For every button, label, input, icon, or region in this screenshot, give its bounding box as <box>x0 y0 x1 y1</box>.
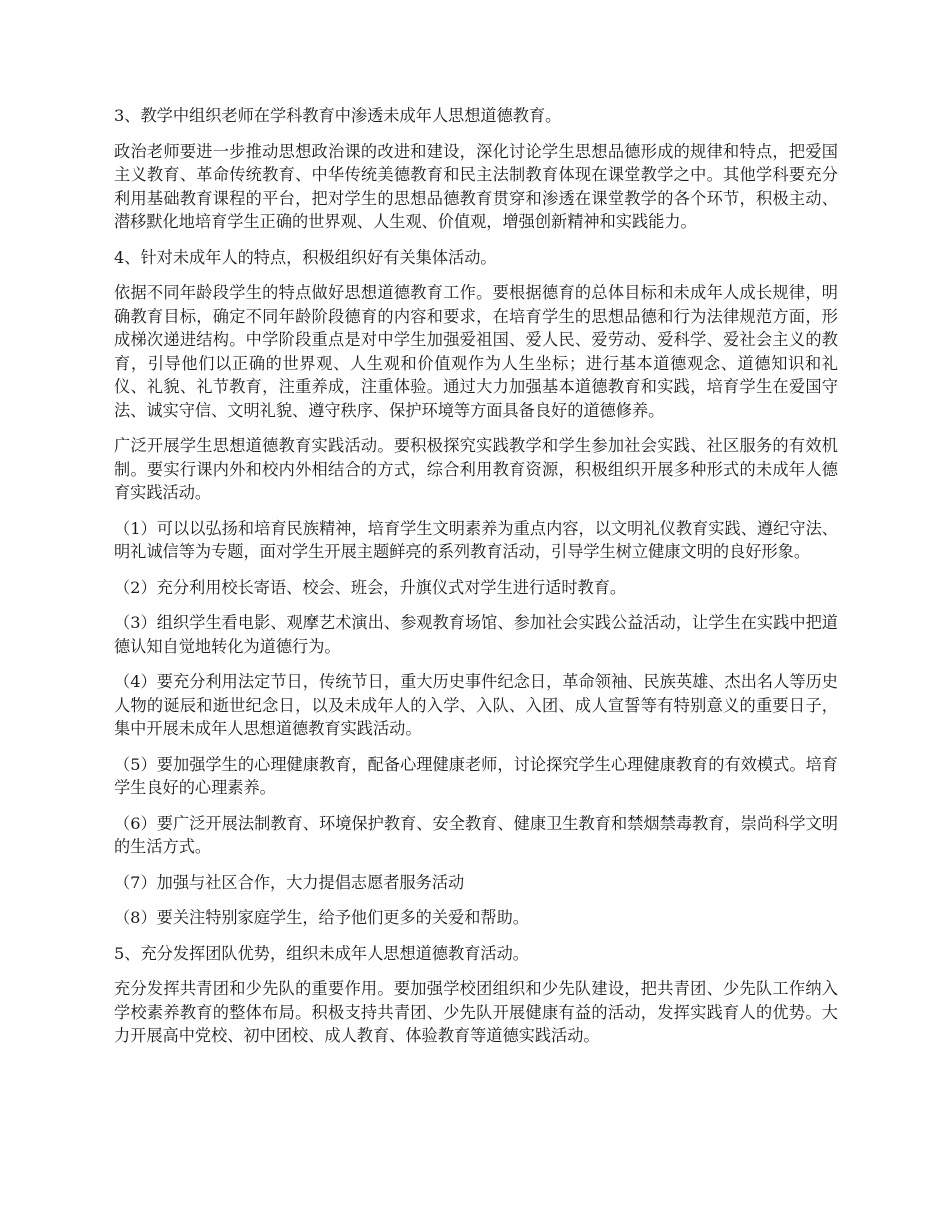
list-item-7: （7）加强与社区合作，大力提倡志愿者服务活动 <box>114 872 465 892</box>
section-heading-3: 3、教学中组织老师在学科教育中渗透未成年人思想道德教育。 <box>114 106 562 125</box>
list-item-4: （4）要充分利用法定节日，传统节日，重大历史事件纪念日，革命领袖、民族英雄、杰出名人等历史人物的诞辰和逝世纪念日，以及未成年人的入学、入队、入团、成人宣誓等有特别意义的重要日子，集中开展未成年人思想道德教育实践活动。 <box>114 672 838 738</box>
list-item-2: （2）充分利用校长寄语、校会、班会，升旗仪式对学生进行适时教育。 <box>114 577 627 597</box>
section-heading-4: 4、针对未成年人的特点，积极组织好有关集体活动。 <box>114 247 497 267</box>
section-heading-5: 5、充分发挥团队优势，组织未成年人思想道德教育活动。 <box>114 943 529 963</box>
paragraph-practice-activities: 广泛开展学生思想道德教育实践活动。要积极探究实践教学和学生参加社会实践、社区服务的有效机制。要实行课内外和校内外相结合的方式，综合利用教育资源，积极组织开展多种形式的未成年人德育实践活动。 <box>114 436 838 502</box>
list-item-6: （6）要广泛开展法制教育、环境保护教育、安全教育、健康卫生教育和禁烟禁毒教育，崇尚科学文明的生活方式。 <box>114 813 838 856</box>
list-item-5: （5）要加强学生的心理健康教育，配备心理健康老师，讨论探究学生心理健康教育的有效模式。培育学生良好的心理素养。 <box>114 754 838 797</box>
document-page <box>114 104 838 1060</box>
list-item-3: （3）组织学生看电影、观摩艺术演出、参观教育场馆、参加社会实践公益活动，让学生在实践中把道德认知自觉地转化为道德行为。 <box>114 613 838 656</box>
list-item-8: （8）要关注特别家庭学生，给予他们更多的关爱和帮助。 <box>114 908 529 927</box>
paragraph-age-groups: 依据不同年龄段学生的特点做好思想道德教育工作。要根据德育的总体目标和未成年人成长规律，明确教育目标，确定不同年龄阶段德育的内容和要求，在培育学生的思想品德和行为法律规范方面，形成梯次递进结构。中学阶段重点是对中学生加强爱祖国、爱人民、爱劳动、爱科学、爱社会主义的教育，引导他们以正确的世界观、人生观和价值观作为人生坐标；进行基本道德观念、道德知识和礼仪、礼貌、礼节教育，注重养成，注重体验。通过大力加强基本道德教育和实践，培育学生在爱国守法、诚实守信、文明礼貌、遵守秩序、保护环境等方面具备良好的道德修养。 <box>114 283 838 420</box>
list-item-1: （1）可以以弘扬和培育民族精神，培育学生文明素养为重点内容，以文明礼仪教育实践、遵纪守法、明礼诚信等为专题，面对学生开展主题鲜亮的系列教育活动，引导学生树立健康文明的良好形象。 <box>114 518 838 561</box>
paragraph-youth-league: 充分发挥共青团和少先队的重要作用。要加强学校团组织和少先队建设，把共青团、少先队工作纳入学校素养教育的整体布局。积极支持共青团、少先队开展健康有益的活动，发挥实践育人的优势。大力开展高中党校、初中团校、成人教育、体验教育等道德实践活动。 <box>114 979 838 1045</box>
paragraph-politics-teaching: 政治老师要进一步推动思想政治课的改进和建设，深化讨论学生思想品德形成的规律和特点，把爱国主义教育、革命传统教育、中华传统美德教育和民主法制教育体现在课堂教学之中。其他学科要充分利用基础教育课程的平台，把对学生的思想品德教育贯穿和渗透在课堂教学的各个环节，积极主动、潜移默化地培育学生正确的世界观、人生观、价值观，增强创新精神和实践能力。 <box>114 141 838 231</box>
